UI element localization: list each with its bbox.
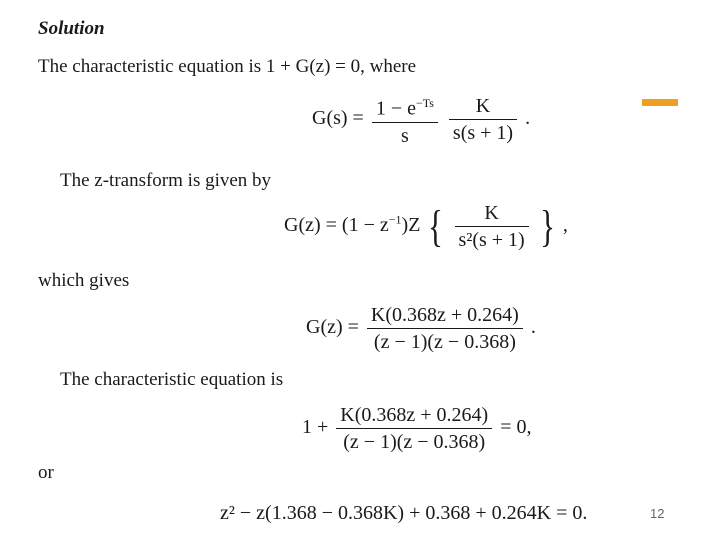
paragraph-which-gives: which gives <box>38 270 130 291</box>
page-number: 12 <box>650 506 665 521</box>
left-brace: { <box>428 201 444 251</box>
eq1-lhs: G(s) = <box>312 106 364 129</box>
equation-characteristic-fraction: 1 + $\frac{K(0.368z + 0.264)}{(z - 1)(z - 0.368)}$ = 0, <box>302 404 532 453</box>
right-brace: } <box>539 201 555 251</box>
orange-accent-bar <box>642 99 678 106</box>
paragraph-characteristic-intro: The characteristic equation is 1 + G(z) = 0, where <box>38 56 417 77</box>
eq4-fraction: $\frac{K(0.368z + 0.264)}{(z - 1)(z - 0.368)}$ <box>336 402 492 455</box>
paragraph-or: or <box>38 462 54 483</box>
paragraph-z-transform: The z-transform is given by <box>60 170 272 191</box>
eq2-fraction: $\frac{K}{\text{s²(s + 1)}}$ <box>455 200 529 253</box>
section-heading: Solution <box>38 18 105 39</box>
eq1-fraction-1: $\frac{1 - e^{-Ts}}{s}$ <box>372 90 438 149</box>
eq1-fraction-2: $\frac{K}{s(s + 1)}$ <box>449 93 517 146</box>
paragraph-characteristic-is: The characteristic equation is <box>60 369 284 390</box>
eq3-fraction: $\frac{K(0.368z + 0.264)}{(z - 1)(z - 0.368)}$ <box>367 302 523 355</box>
equation-g-of-z-result: G(z) = $\frac{K(0.368z + 0.264)}{(z - 1)(z - 0.368)}$ . <box>306 304 536 353</box>
equation-polynomial: z² − z(1.368 − 0.368K) + 0.368 + 0.264K = 0. <box>220 502 588 524</box>
equation-g-of-z-transform: $G(z) = (1 - z^{-1})Z$ { $\frac{K}{\text{s²(s + 1)}}$ } , <box>284 201 568 251</box>
equation-g-of-s: G(s) = $\frac{1 - e^{-Ts}}{s}$ $\frac{K}{s(s + 1)}$ . <box>312 90 530 149</box>
